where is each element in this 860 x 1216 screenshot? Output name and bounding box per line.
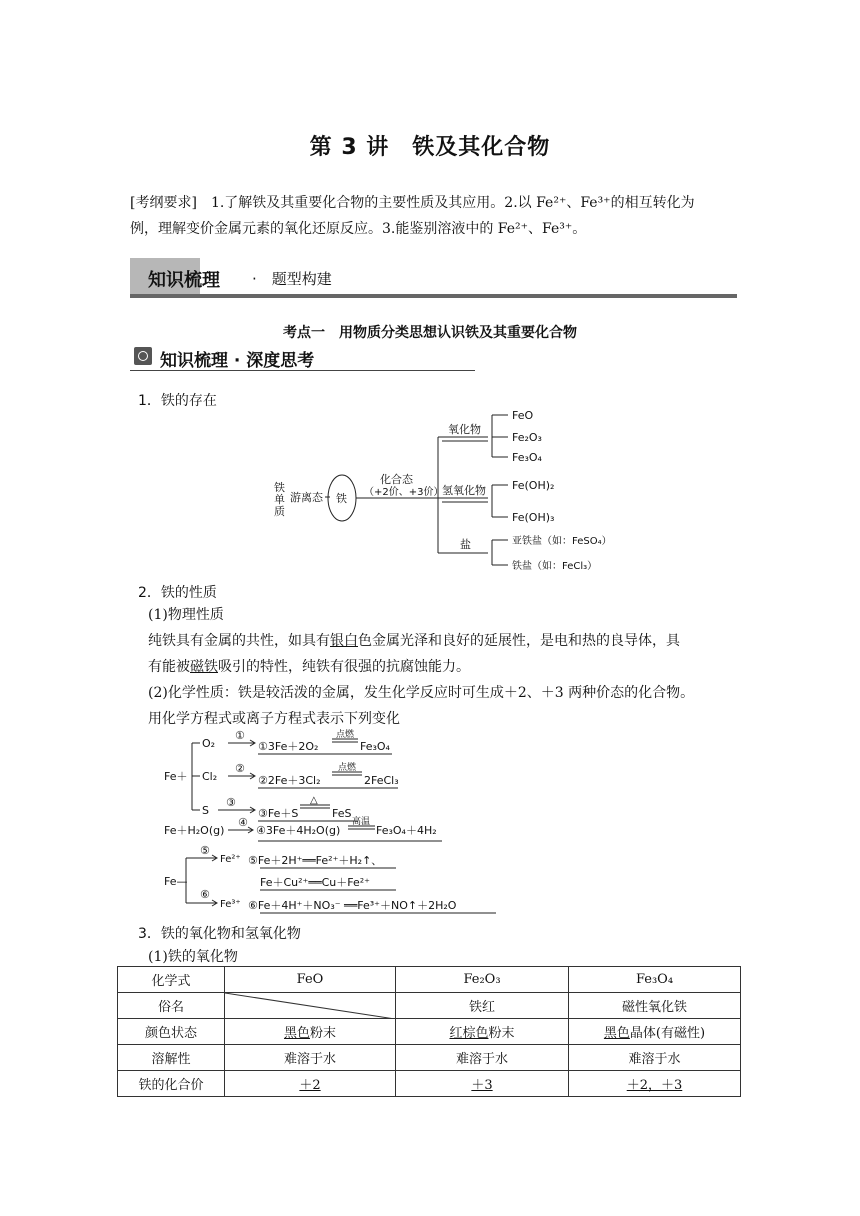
table-cell: 难溶于水	[225, 1045, 396, 1071]
table-cell	[396, 1071, 569, 1097]
table-cell	[569, 1071, 741, 1097]
phys-answer: 磁铁	[190, 659, 218, 675]
oxide-item: FeO	[512, 409, 534, 422]
product-4: Fe₃O₄＋4H₂	[376, 824, 437, 837]
diagonal-empty-cell	[225, 993, 396, 1019]
ion-fe3: Fe³⁺	[220, 899, 241, 910]
phys-text: 有能被	[148, 659, 190, 675]
iron-node: 铁	[336, 492, 347, 505]
s1-heading: 1．铁的存在	[138, 393, 217, 409]
marker-3: ③	[226, 796, 236, 809]
hydroxide-item: Fe(OH)₂	[512, 479, 555, 492]
table-row	[118, 1045, 741, 1071]
salt-item: 铁盐（如：FeCl₃）	[512, 561, 598, 572]
reactant-s: S	[202, 804, 209, 817]
table-header-cell: Fe₂O₃	[396, 967, 569, 993]
valence-note: （+2价、+3价）	[364, 487, 444, 498]
answer-blank: 黑色	[283, 1026, 310, 1041]
equation-3: ③Fe＋S	[258, 807, 299, 820]
condition-2: 点燃	[338, 763, 357, 773]
product-3: FeS	[332, 807, 352, 820]
reactant-o2: O₂	[202, 737, 216, 750]
hydroxide-item: Fe(OH)₃	[512, 511, 555, 524]
answer-blank: ＋2，＋3	[626, 1078, 683, 1093]
requirements-label: [考纲要求]	[130, 195, 197, 211]
table-row	[118, 967, 741, 993]
answer-blank: ＋3	[471, 1078, 493, 1093]
kaodian-heading: 考点一 用物质分类思想认识铁及其重要化合物	[283, 325, 577, 341]
table-header-cell: Fe₃O₄	[569, 967, 741, 993]
marker-5: ⑤	[200, 844, 210, 857]
root-char-3: 质	[274, 505, 285, 518]
combined-state: 化合态	[380, 473, 413, 486]
row-label: 溶解性	[118, 1045, 225, 1071]
diagonal-line	[225, 993, 395, 1019]
chem-line2: 用化学方程式或离子方程式表示下列变化	[148, 711, 400, 727]
cell-text: 晶体(有磁性)	[629, 1026, 706, 1041]
oxide-item: Fe₂O₃	[512, 431, 542, 444]
subheading-text: 知识梳理 · 深度思考	[160, 351, 315, 371]
table-cell	[225, 1019, 396, 1045]
oxide-category: 氧化物	[448, 423, 481, 436]
phys-text: 吸引的特性，纯铁有很强的抗腐蚀能力。	[218, 659, 470, 675]
equation-4: ④3Fe＋4H₂O(g)	[256, 824, 341, 837]
marker-2: ②	[235, 762, 245, 775]
reactant-cl2: Cl₂	[202, 770, 218, 783]
answer-blank: 红棕色	[449, 1026, 489, 1041]
properties-text	[148, 602, 748, 732]
answer-blank: ＋2	[299, 1078, 321, 1093]
condition-1: 点燃	[336, 730, 355, 740]
product-2: 2FeCl₃	[364, 774, 399, 787]
banner-sub: 题型构建	[271, 270, 332, 288]
table-cell	[569, 1019, 741, 1045]
condition-3: △	[310, 795, 318, 806]
equation-1: ①3Fe＋2O₂	[258, 740, 319, 753]
fe-dash: Fe—	[164, 875, 188, 888]
table-cell: 难溶于水	[396, 1045, 569, 1071]
table-cell	[225, 1071, 396, 1097]
banner-sep: ·	[252, 270, 257, 288]
s2-heading: 2．铁的性质	[138, 585, 217, 601]
equation-6: ⑥Fe＋4H⁺＋NO₃⁻ ══Fe³⁺＋NO↑＋2H₂O	[248, 899, 457, 912]
phys-text: 色金属光泽和良好的延展性，是电和热的良导体，具	[358, 633, 680, 649]
chem-line: (2)化学性质：铁是较活泼的金属，发生化学反应时可生成＋2、＋3 两种价态的化合物。	[148, 685, 695, 701]
row-label: 铁的化合价	[118, 1071, 225, 1097]
table-row	[118, 993, 741, 1019]
root-char-1: 铁	[274, 481, 285, 494]
salt-category: 盐	[460, 538, 471, 551]
table-header-cell: 化学式	[118, 967, 225, 993]
clock-icon	[134, 347, 152, 365]
table-cell: 铁红	[396, 993, 569, 1019]
table-header-cell: FeO	[225, 967, 396, 993]
row-label: 颜色状态	[118, 1019, 225, 1045]
iron-oxide-table	[117, 966, 741, 1097]
requirements-line2: 例，理解变价金属元素的氧化还原反应。3.能鉴别溶液中的 Fe²⁺、Fe³⁺。	[130, 221, 587, 237]
fe-plus: Fe＋	[164, 770, 188, 783]
row-label: 俗名	[118, 993, 225, 1019]
root-char-2: 单	[274, 493, 285, 506]
table-cell: 难溶于水	[569, 1045, 741, 1071]
cell-text: 粉末	[310, 1026, 337, 1041]
marker-6: ⑥	[200, 888, 210, 901]
reactions-diagram	[160, 728, 520, 918]
equation-5b: Fe＋Cu²⁺══Cu＋Fe²⁺	[260, 876, 370, 889]
answer-blank: 黑色	[603, 1026, 630, 1041]
page-title: 第 3 讲 铁及其化合物	[309, 135, 551, 160]
table-row	[118, 1019, 741, 1045]
table-cell: 磁性氧化铁	[569, 993, 741, 1019]
iron-existence-diagram	[270, 405, 620, 575]
equation-5a: ⑤Fe＋2H⁺══Fe²⁺＋H₂↑、	[248, 854, 383, 867]
exam-requirements	[130, 190, 735, 242]
phys-answer: 银白	[330, 633, 358, 649]
cell-text: 粉末	[488, 1026, 515, 1041]
banner-rule	[130, 294, 737, 298]
oxide-title: (1)铁的氧化物	[148, 949, 238, 965]
equation-2: ②2Fe＋3Cl₂	[258, 774, 321, 787]
salt-item: 亚铁盐（如：FeSO₄）	[512, 536, 612, 547]
steam-reaction-left: Fe＋H₂O(g)	[164, 824, 225, 837]
oxide-item: Fe₃O₄	[512, 451, 542, 464]
s3-heading: 3．铁的氧化物和氢氧化物	[138, 926, 301, 942]
table-row	[118, 1071, 741, 1097]
subheading	[130, 344, 475, 371]
table-cell	[396, 1019, 569, 1045]
section-banner	[130, 258, 737, 298]
ion-fe2: Fe²⁺	[220, 854, 241, 865]
marker-4: ④	[238, 816, 248, 829]
product-1: Fe₃O₄	[360, 740, 390, 753]
requirements-line1: 1.了解铁及其重要化合物的主要性质及其应用。2.以 Fe²⁺、Fe³⁺的相互转化为	[210, 195, 695, 211]
phys-text: 纯铁具有金属的共性，如具有	[148, 633, 330, 649]
banner-main: 知识梳理	[148, 270, 220, 291]
free-state: 游离态	[290, 491, 323, 504]
hydroxide-category: 氢氧化物	[442, 484, 486, 497]
marker-1: ①	[235, 729, 245, 742]
condition-4: 高温	[352, 817, 371, 827]
phys-title: (1)物理性质	[148, 607, 224, 623]
